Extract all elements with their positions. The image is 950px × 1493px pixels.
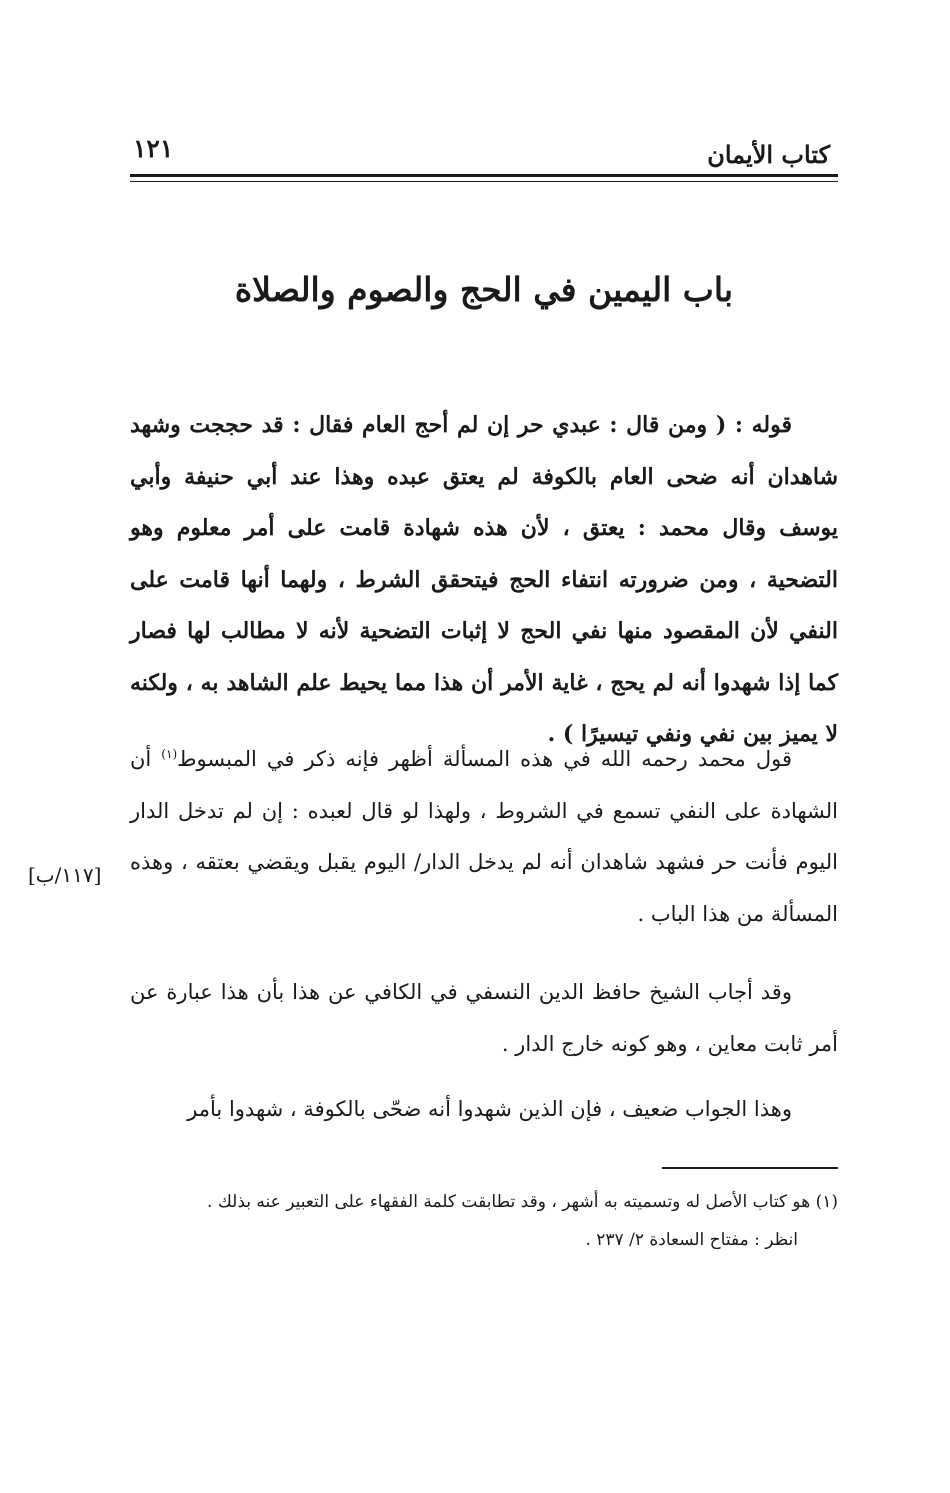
footnote-separator — [662, 1167, 838, 1169]
paragraph-commentary-2-text: وقد أجاب الشيخ حافظ الدين النسفي في الكافي عن هذا بأن هذا عبارة عن أمر ثابت معاين ، وهو كونه خارج الدار . — [130, 980, 838, 1056]
header-rule-thin — [130, 181, 838, 182]
paragraph-quote-text: قوله : ( ومن قال : عبدي حر إن لم أحج العام فقال : قد حججت وشهد شاهدان أنه ضحى العام بالكوفة لم يعتق عبده وهذا عند أبي حنيفة وأبي يوسف وقال محمد : يعتق ، لأن هذه شهادة قامت على أمر معلوم وهو التضحية ، ومن ضرورته انتفاء الحج فيتحقق الشرط ، ولهما أنها قامت على النفي لأن المقصود منها نفي الحج لا إثبات التضحية لأنه لا مطالب لها فصار كما إذا شهدوا أنه لم يحج ، غاية الأمر أن هذا مما يحيط علم الشاهد به ، ولكنه لا يميز بين نفي ونفي تيسيرًا ) . — [130, 412, 838, 747]
page-number: ١٢١ — [133, 134, 174, 163]
paragraph-quote — [130, 400, 838, 761]
paragraph-commentary-2 — [130, 967, 838, 1070]
paragraph-commentary-1 — [130, 729, 838, 940]
margin-folio-reference: [١١٧/ب] — [28, 863, 102, 887]
header-rule-thick — [130, 174, 838, 177]
paragraph-commentary-3 — [130, 1084, 838, 1136]
paragraph-commentary-3-text: وهذا الجواب ضعيف ، فإن الذين شهدوا أنه ضحّى بالكوفة ، شهدوا بأمر — [187, 1097, 792, 1121]
footnote-line-1: (١) هو كتاب الأصل له وتسميته به أشهر ، وقد تطابقت كلمة الفقهاء على التعبير عنه بذلك . — [207, 1192, 838, 1212]
footnote-line-2: انظر : مفتاح السعادة ٢/ ٢٣٧ . — [585, 1230, 798, 1250]
paragraph-commentary-1-rest: أن الشهادة على النفي تسمع في الشروط ، ولهذا لو قال لعبده : إن لم تدخل الدار اليوم فأنت حر فشهد شاهدان أنه لم يدخل الدار/ اليوم يقبل ويقضي بعتقه ، وهذه المسألة من هذا الباب . — [130, 747, 838, 926]
chapter-title: باب اليمين في الحج والصوم والصلاة — [234, 270, 734, 309]
paragraph-commentary-1-start: قول محمد رحمه الله في هذه المسألة أظهر فإنه ذكر في المبسوط — [177, 747, 792, 771]
footnote-marker[interactable]: (١) — [161, 747, 178, 761]
running-title: كتاب الأيمان — [707, 140, 830, 169]
footnote — [130, 1183, 838, 1259]
